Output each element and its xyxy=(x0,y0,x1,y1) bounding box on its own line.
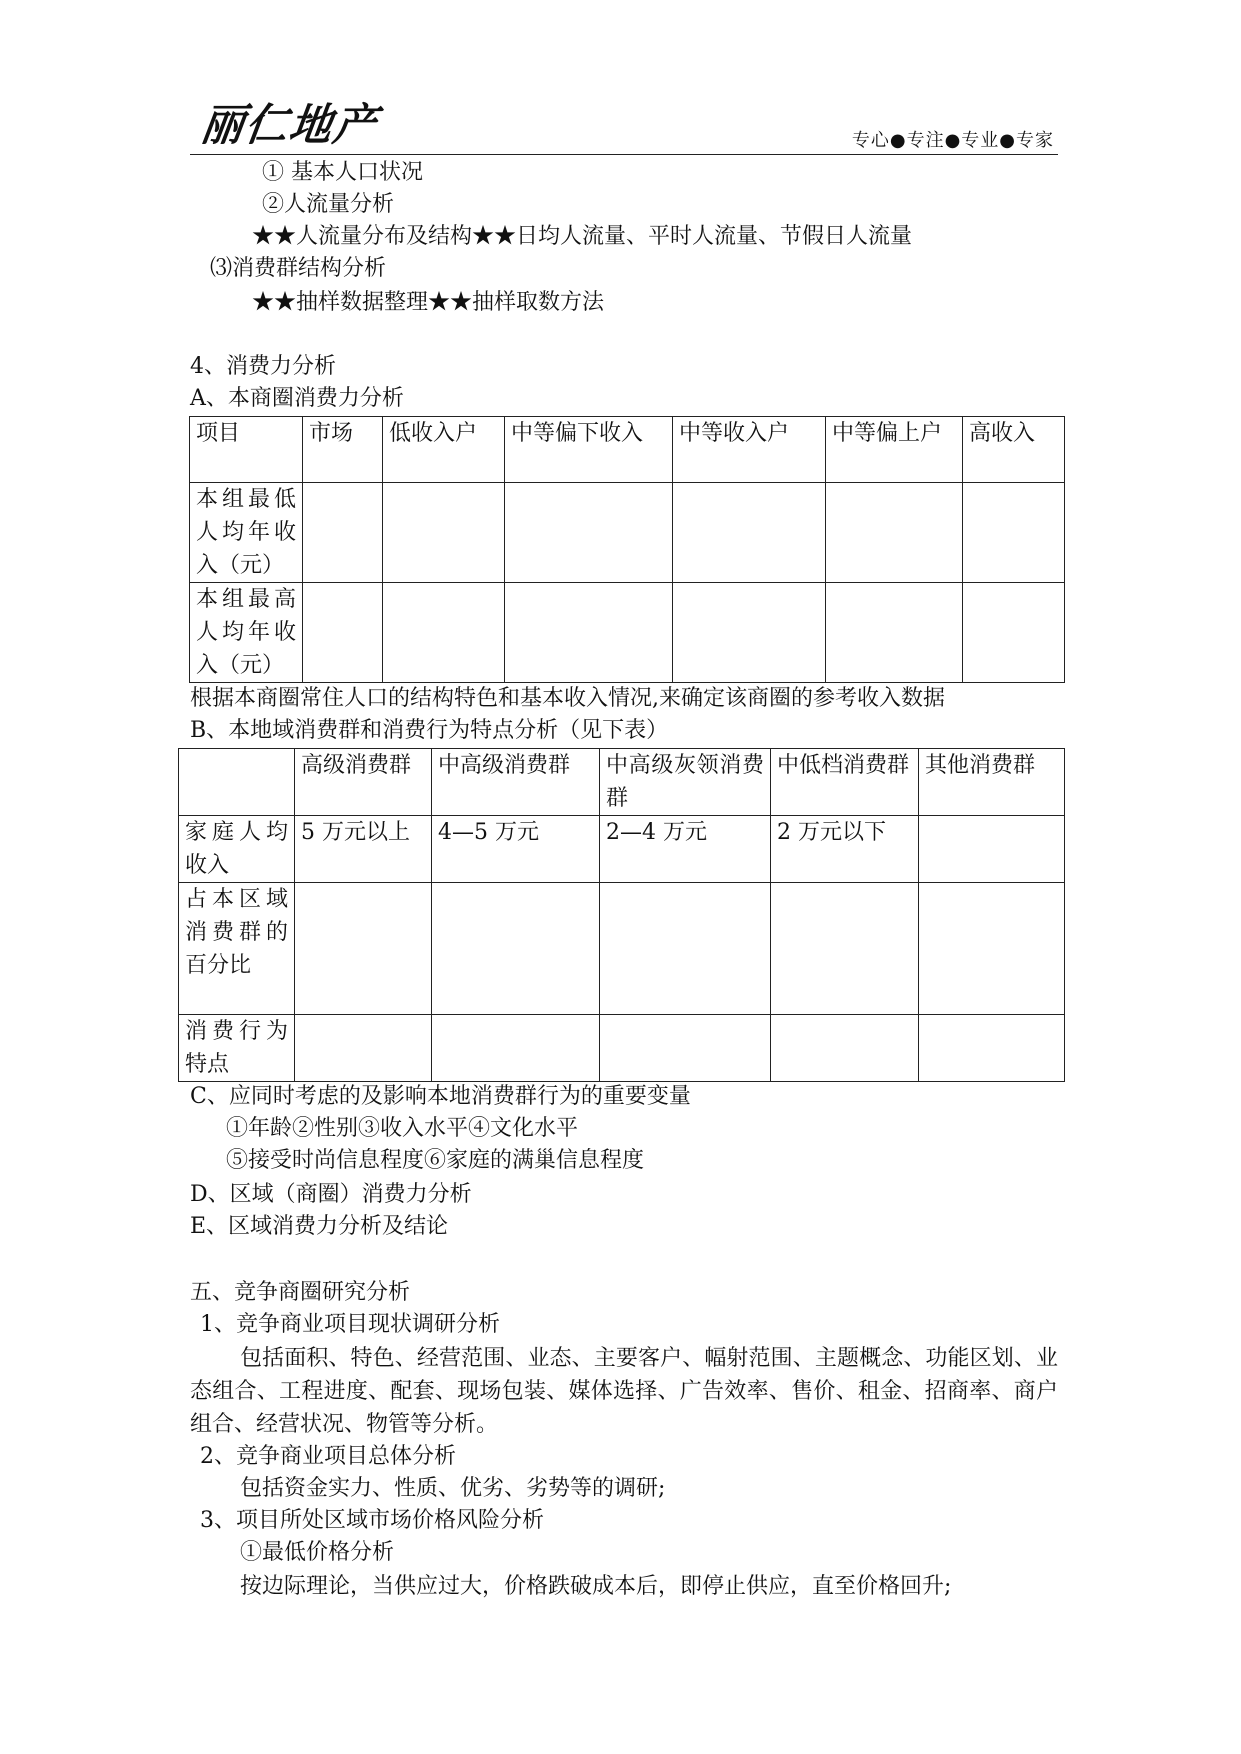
table-header-row xyxy=(190,417,1065,483)
table-cell xyxy=(505,583,673,683)
table-cell xyxy=(303,583,383,683)
subsection-title: C、应同时考虑的及影响本地消费群行为的重要变量 xyxy=(190,1084,691,1109)
list-item: ★★抽样数据整理★★抽样取数方法 xyxy=(252,290,605,315)
table-header-cell: 中高级消费群 xyxy=(432,749,600,816)
subsection-title: A、本商圈消费力分析 xyxy=(190,386,404,411)
table-cell xyxy=(600,1015,771,1082)
table-cell xyxy=(826,483,963,583)
table-cell: 2—4 万元 xyxy=(600,816,771,883)
table-cell: 家庭人均收入 xyxy=(179,816,295,883)
section-title: 4、消费力分析 xyxy=(190,354,336,379)
table-cell xyxy=(673,583,826,683)
list-item: ① 基本人口状况 xyxy=(262,160,423,185)
table-cell xyxy=(771,1015,919,1082)
consumer-group-table xyxy=(178,748,1065,1082)
table-cell xyxy=(919,1015,1065,1082)
company-logo: 丽仁地产 xyxy=(198,98,382,151)
subsection-title: B、本地域消费群和消费行为特点分析（见下表） xyxy=(190,718,669,743)
subsection-title: 2、竞争商业项目总体分析 xyxy=(200,1444,456,1469)
table-row xyxy=(190,583,1065,683)
table-cell xyxy=(383,483,505,583)
table-row xyxy=(179,883,1065,1015)
table-header-cell: 低收入户 xyxy=(383,417,505,483)
list-item: ②人流量分析 xyxy=(262,192,395,217)
table-header-row xyxy=(179,749,1065,816)
table-header-cell: 中等偏下收入 xyxy=(505,417,673,483)
table-header-cell: 中等偏上户 xyxy=(826,417,963,483)
table-cell xyxy=(673,483,826,583)
table-header-cell: 中高级灰领消费群 xyxy=(600,749,771,816)
table-note: 根据本商圈常住人口的结构特色和基本收入情况,来确定该商圈的参考收入数据 xyxy=(190,686,945,711)
list-item: ①最低价格分析 xyxy=(240,1540,395,1565)
table-cell xyxy=(295,1015,432,1082)
section-title: 五、竞争商圈研究分析 xyxy=(190,1280,411,1305)
table-cell: 消费行为特点 xyxy=(179,1015,295,1082)
subsection-title: 3、项目所处区域市场价格风险分析 xyxy=(200,1508,544,1533)
table-header-cell xyxy=(179,749,295,816)
table-cell xyxy=(432,883,600,1015)
table-cell: 本组最高人均年收入（元） xyxy=(190,583,303,683)
table-header-cell: 中低档消费群 xyxy=(771,749,919,816)
list-item: ①年龄②性别③收入水平④文化水平 xyxy=(226,1116,579,1141)
table-cell: 占本区域消费群的百分比 xyxy=(179,883,295,1015)
paragraph: 包括面积、特色、经营范围、业态、主要客户、幅射范围、主题概念、功能区划、业态组合、工程进度、配套、现场包装、媒体选择、广告效率、售价、租金、招商率、商户组合、经营状况、物管等分析。 xyxy=(190,1346,1058,1437)
table-cell xyxy=(826,583,963,683)
table-header-cell: 中等收入户 xyxy=(673,417,826,483)
table-cell: 5 万元以上 xyxy=(295,816,432,883)
table-row xyxy=(179,816,1065,883)
paragraph: 包括资金实力、性质、优劣、劣势等的调研; xyxy=(240,1476,666,1501)
table-cell xyxy=(383,583,505,683)
table-row xyxy=(190,483,1065,583)
list-item: ⑤接受时尚信息程度⑥家庭的满巢信息程度 xyxy=(226,1148,645,1173)
table-cell: 本组最低人均年收入（元） xyxy=(190,483,303,583)
list-item: ★★人流量分布及结构★★日均人流量、平时人流量、节假日人流量 xyxy=(252,224,913,249)
table-header-cell: 高级消费群 xyxy=(295,749,432,816)
subsection-title: D、区域（商圈）消费力分析 xyxy=(190,1182,472,1207)
table-cell xyxy=(963,483,1065,583)
table-cell xyxy=(505,483,673,583)
table-cell xyxy=(919,816,1065,883)
paragraph: 按边际理论，当供应过大，价格跌破成本后，即停止供应，直至价格回升; xyxy=(240,1574,952,1599)
header-slogan: 专心●专注●专业●专家 xyxy=(851,130,1054,151)
table-row xyxy=(179,1015,1065,1082)
table-cell xyxy=(295,883,432,1015)
table-header-cell: 其他消费群 xyxy=(919,749,1065,816)
income-table xyxy=(189,416,1065,683)
table-cell xyxy=(919,883,1065,1015)
page-header xyxy=(190,92,1058,155)
table-cell xyxy=(432,1015,600,1082)
table-cell xyxy=(303,483,383,583)
table-cell: 2 万元以下 xyxy=(771,816,919,883)
table-header-cell: 高收入 xyxy=(963,417,1065,483)
table-cell xyxy=(771,883,919,1015)
table-cell xyxy=(600,883,771,1015)
subsection-title: 1、竞争商业项目现状调研分析 xyxy=(200,1312,500,1337)
table-header-cell: 项目 xyxy=(190,417,303,483)
table-header-cell: 市场 xyxy=(303,417,383,483)
list-item: ⑶消费群结构分析 xyxy=(210,256,387,281)
table-cell xyxy=(963,583,1065,683)
subsection-title: E、区域消费力分析及结论 xyxy=(190,1214,449,1239)
table-cell: 4—5 万元 xyxy=(432,816,600,883)
